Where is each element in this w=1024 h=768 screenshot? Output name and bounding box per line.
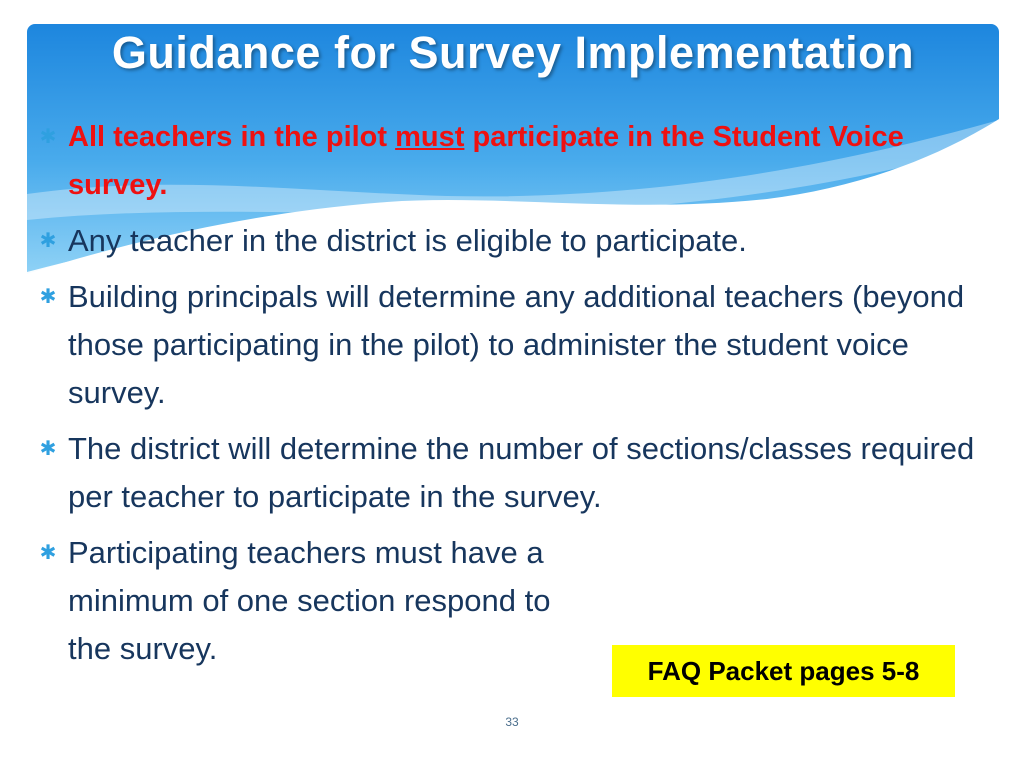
bullet-item-eligibility <box>38 217 978 265</box>
asterisk-bullet-icon: ✱ <box>39 438 57 460</box>
bullet-text-emphasis-must: must <box>395 121 465 153</box>
bullet-text-part: participate in the Student Voice survey. <box>68 121 904 201</box>
bullet-text-part: All teachers in the pilot <box>68 121 396 153</box>
bullet-item-district-sections <box>38 425 978 521</box>
asterisk-bullet-icon: ✱ <box>39 126 57 148</box>
asterisk-bullet-icon: ✱ <box>39 542 57 564</box>
bullet-text: Any teacher in the district is eligible to participate. <box>68 223 747 258</box>
bullet-item-pilot-requirement <box>38 113 978 209</box>
asterisk-bullet-icon: ✱ <box>39 230 57 252</box>
faq-packet-callout: FAQ Packet pages 5-8 <box>612 645 955 697</box>
bullet-text: Participating teachers must have a minimum of one section respond to the survey. <box>68 535 551 666</box>
bullet-item-principals <box>38 273 978 417</box>
bullet-text: The district will determine the number of sections/classes required per teacher to participate in the survey. <box>68 431 975 514</box>
asterisk-bullet-icon: ✱ <box>39 286 57 308</box>
page-number: 33 <box>505 715 519 729</box>
slide-title: Guidance for Survey Implementation <box>111 27 915 78</box>
bullet-text: Building principals will determine any additional teachers (beyond those participating in the pilot) to administer the student voice survey. <box>68 279 965 410</box>
bullet-list <box>38 113 978 681</box>
